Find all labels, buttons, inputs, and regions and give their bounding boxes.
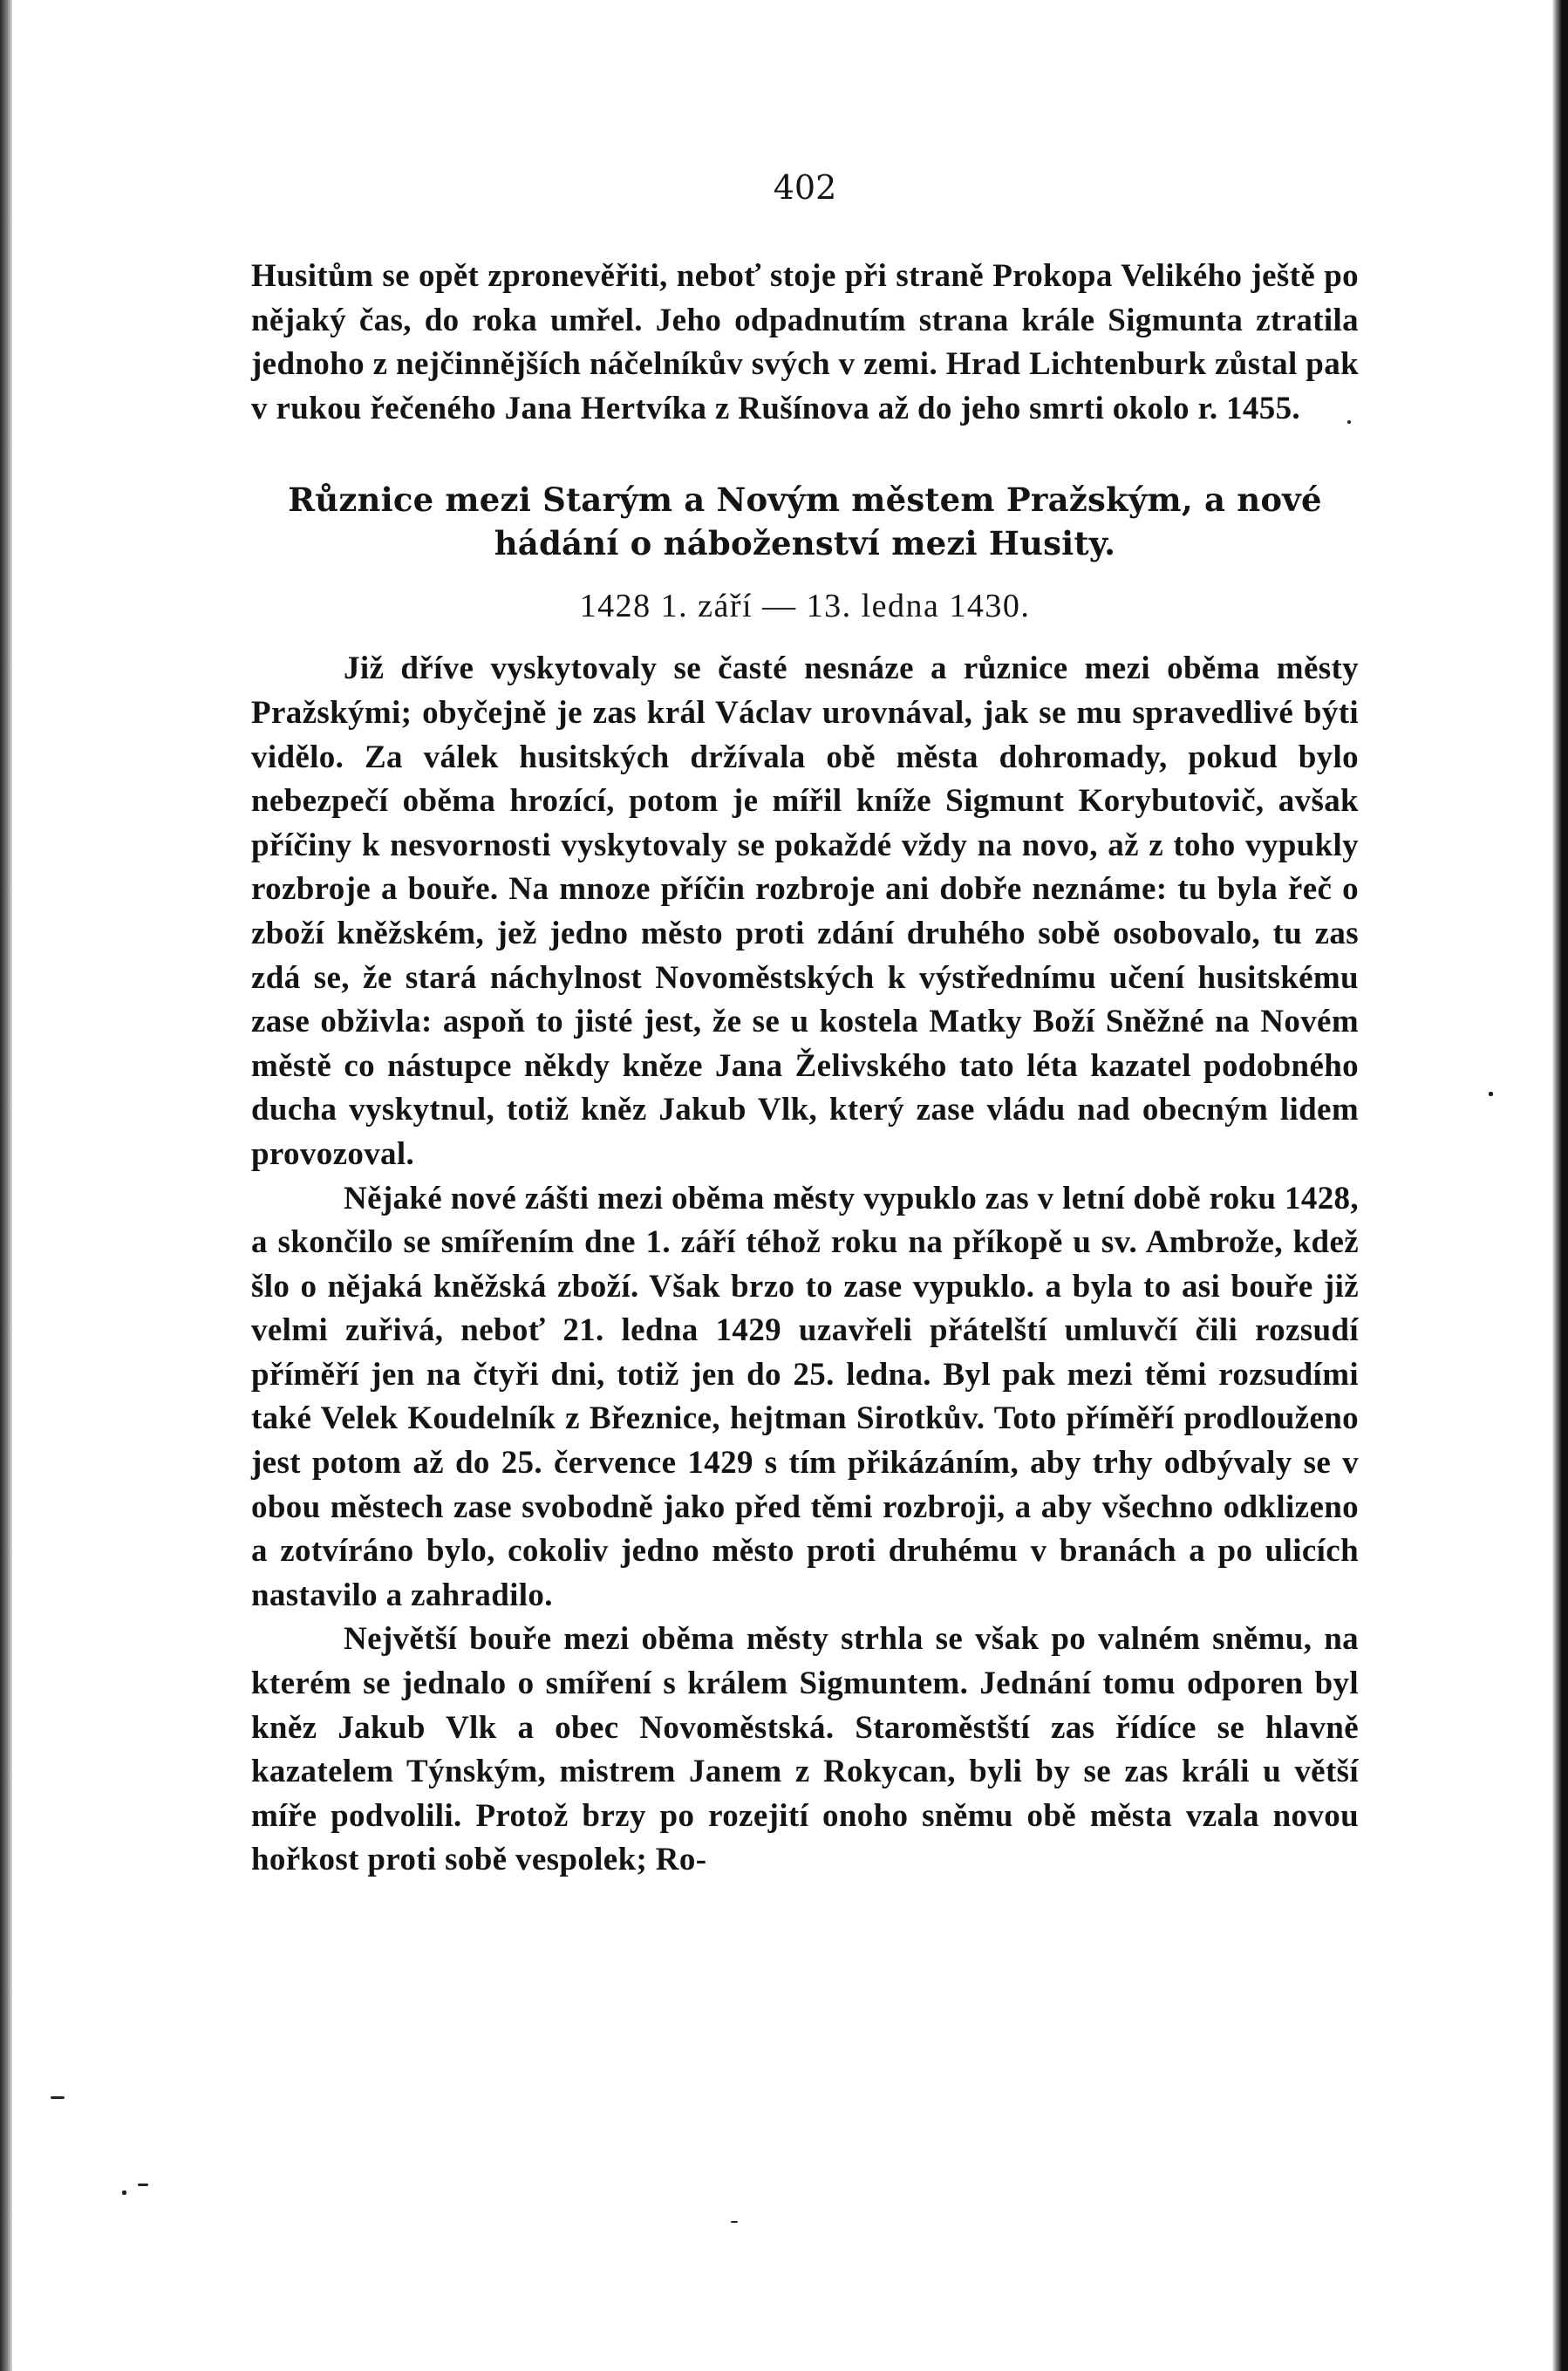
paragraph-2: Nějaké nové zášti mezi oběma městy vypuklo zas v letní době roku 1428, a skončilo se smířením dne 1. září téhož roku na příkopě u sv. Ambrože, kdež šlo o nějaká kněžská zboží. Však brzo to zase vypuklo. a byla to asi bouře již velmi zuřivá, neboť 21. ledna 1429 uzavřeli přátelští umluvčí čili rozsudí příměří jen na čtyři dni, totiž jen do 25. ledna. Byl pak mezi těmi rozsudími také Velek Koudelník z Březnice, hejtman Sirotkův. Toto příměří prodlouženo jest potom až do 25. července 1429 s tím přikázáním, aby trhy odbývaly se v obou městech zase svobodně jako před těmi rozbroji, a aby všechno odklizeno a zotvíráno bylo, cokoliv jedno město proti druhému v branách a po ulicích nastavilo a zahradilo. xyxy=(251,1180,1359,1613)
scan-edge-right xyxy=(1552,0,1568,2371)
scan-speck xyxy=(122,2190,126,2195)
page-number: 402 xyxy=(773,168,837,207)
scan-speck xyxy=(1489,1092,1493,1096)
paragraph-3: Největší bouře mezi oběma městy strhla se však po valném sněmu, na kterém se jednalo o smíření s králem Sigmuntem. Jednání tomu odporen byl kněz Jakub Vlk a obec Novoměstská. Staroměstští zas řídíce se hlavně kazatelem Týnským, mistrem Janem z Rokycan, byli by se zas králi u větší míře podvolili. Protož brzy po rozejití onoho sněmu obě města vzala novou hořkost proti sobě vespolek; Ro- xyxy=(251,1621,1359,1878)
paragraph-1: Již dříve vyskytovaly se časté nesnáze a různice mezi oběma městy Pražskými; obyčejně je zas král Václav urovnával, jak se mu spravedlivé býti vidělo. Za válek husitských držívala obě města dohromady, pokud bylo nebezpečí oběma hrozící, potom je mířil kníže Sigmunt Korybutovič, avšak příčiny k nesvornosti vyskytovaly se pokaždé vždy na novo, až z toho vypukly rozbroje a bouře. Na mnoze příčin rozbroje ani dobře neznáme: tu byla řeč o zboží kněžském, jež jedno město proti zdání druhého sobě osobovalo, tu zas zdá se, že stará náchylnost Novoměstských k výstřednímu učení husitskému zase obživla: aspoň to jisté jest, že se u kostela Matky Boží Sněžné na Novém městě co nástupce někdy kněze Jana Želivského tato léta kazatel podobného ducha vyskytnul, totiž kněz Jakub Vlk, který zase vládu nad obecným lidem provozoval. xyxy=(251,651,1359,1172)
page-body xyxy=(251,166,1359,1883)
scan-speck xyxy=(1347,420,1351,424)
paragraph-continued: Husitům se opět zpronevěřiti, neboť stoje při straně Prokopa Velikého ještě po nějaký čas, do roka umřel. Jeho odpadnutím strana krále Sigmunta ztratila jednoho z nejčinnějších náčelníkův svých v zemi. Hrad Lichtenburk zůstal pak v rukou řečeného Jana Hertvíka z Rušínova až do jeho smrti okolo r. 1455. xyxy=(251,258,1359,426)
scan-speck xyxy=(51,2096,65,2099)
scan-speck xyxy=(731,2221,738,2223)
scan-edge-left xyxy=(0,0,12,2371)
section-dateline: 1428 1. září — 13. ledna 1430. xyxy=(579,588,1031,625)
section-heading: Různice mezi Starým a Novým městem Pražským, a nové hádání o náboženství mezi Husity. xyxy=(288,480,1322,563)
scan-speck xyxy=(138,2184,148,2186)
